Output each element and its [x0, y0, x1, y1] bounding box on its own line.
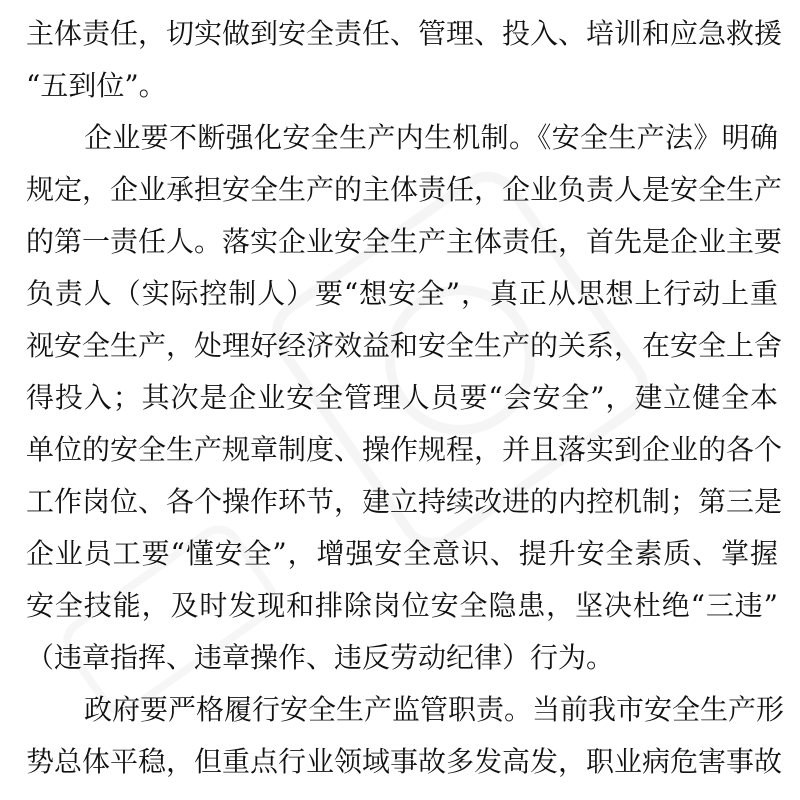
- paragraph-first-line: 政府要严格履行安全生产监管职责。当前我市安全生产形: [84, 693, 785, 726]
- text-line: 单位的安全生产规章制度、操作规程，并且落实到企业的各个: [26, 433, 783, 466]
- text-line: 视安全生产，处理好经济效益和安全生产的关系，在安全上舍: [26, 329, 783, 362]
- text-line: （违章指挥、违章操作、违反劳动纪律）行为。: [26, 641, 615, 674]
- text-line: 规定，企业承担安全生产的主体责任，企业负责人是安全生产: [26, 173, 783, 206]
- text-line: 工作岗位、各个操作环节，建立持续改进的内控机制；第三是: [26, 485, 783, 518]
- text-line: “五到位”。: [26, 69, 167, 102]
- paragraph-first-line: 企业要不断强化安全生产内生机制。《安全生产法》明确: [84, 121, 778, 154]
- text-line: 负责人（实际控制人）要“想安全”，真正从思想上行动上重: [26, 277, 778, 310]
- text-line: 的第一责任人。落实企业安全生产主体责任，首先是企业主要: [26, 225, 783, 258]
- text-line: 企业员工要“懂安全”，增强安全意识、提升安全素质、掌握: [26, 537, 778, 570]
- text-line: 主体责任，切实做到安全责任、管理、投入、培训和应急救援: [26, 17, 783, 50]
- text-line: 安全技能，及时发现和排除岗位安全隐患，坚决杜绝“三违”: [26, 589, 778, 622]
- text-line: 势总体平稳，但重点行业领域事故多发高发，职业病危害事故: [26, 745, 783, 778]
- text-line: 得投入；其次是企业安全管理人员要“会安全”，建立健全本: [26, 381, 778, 414]
